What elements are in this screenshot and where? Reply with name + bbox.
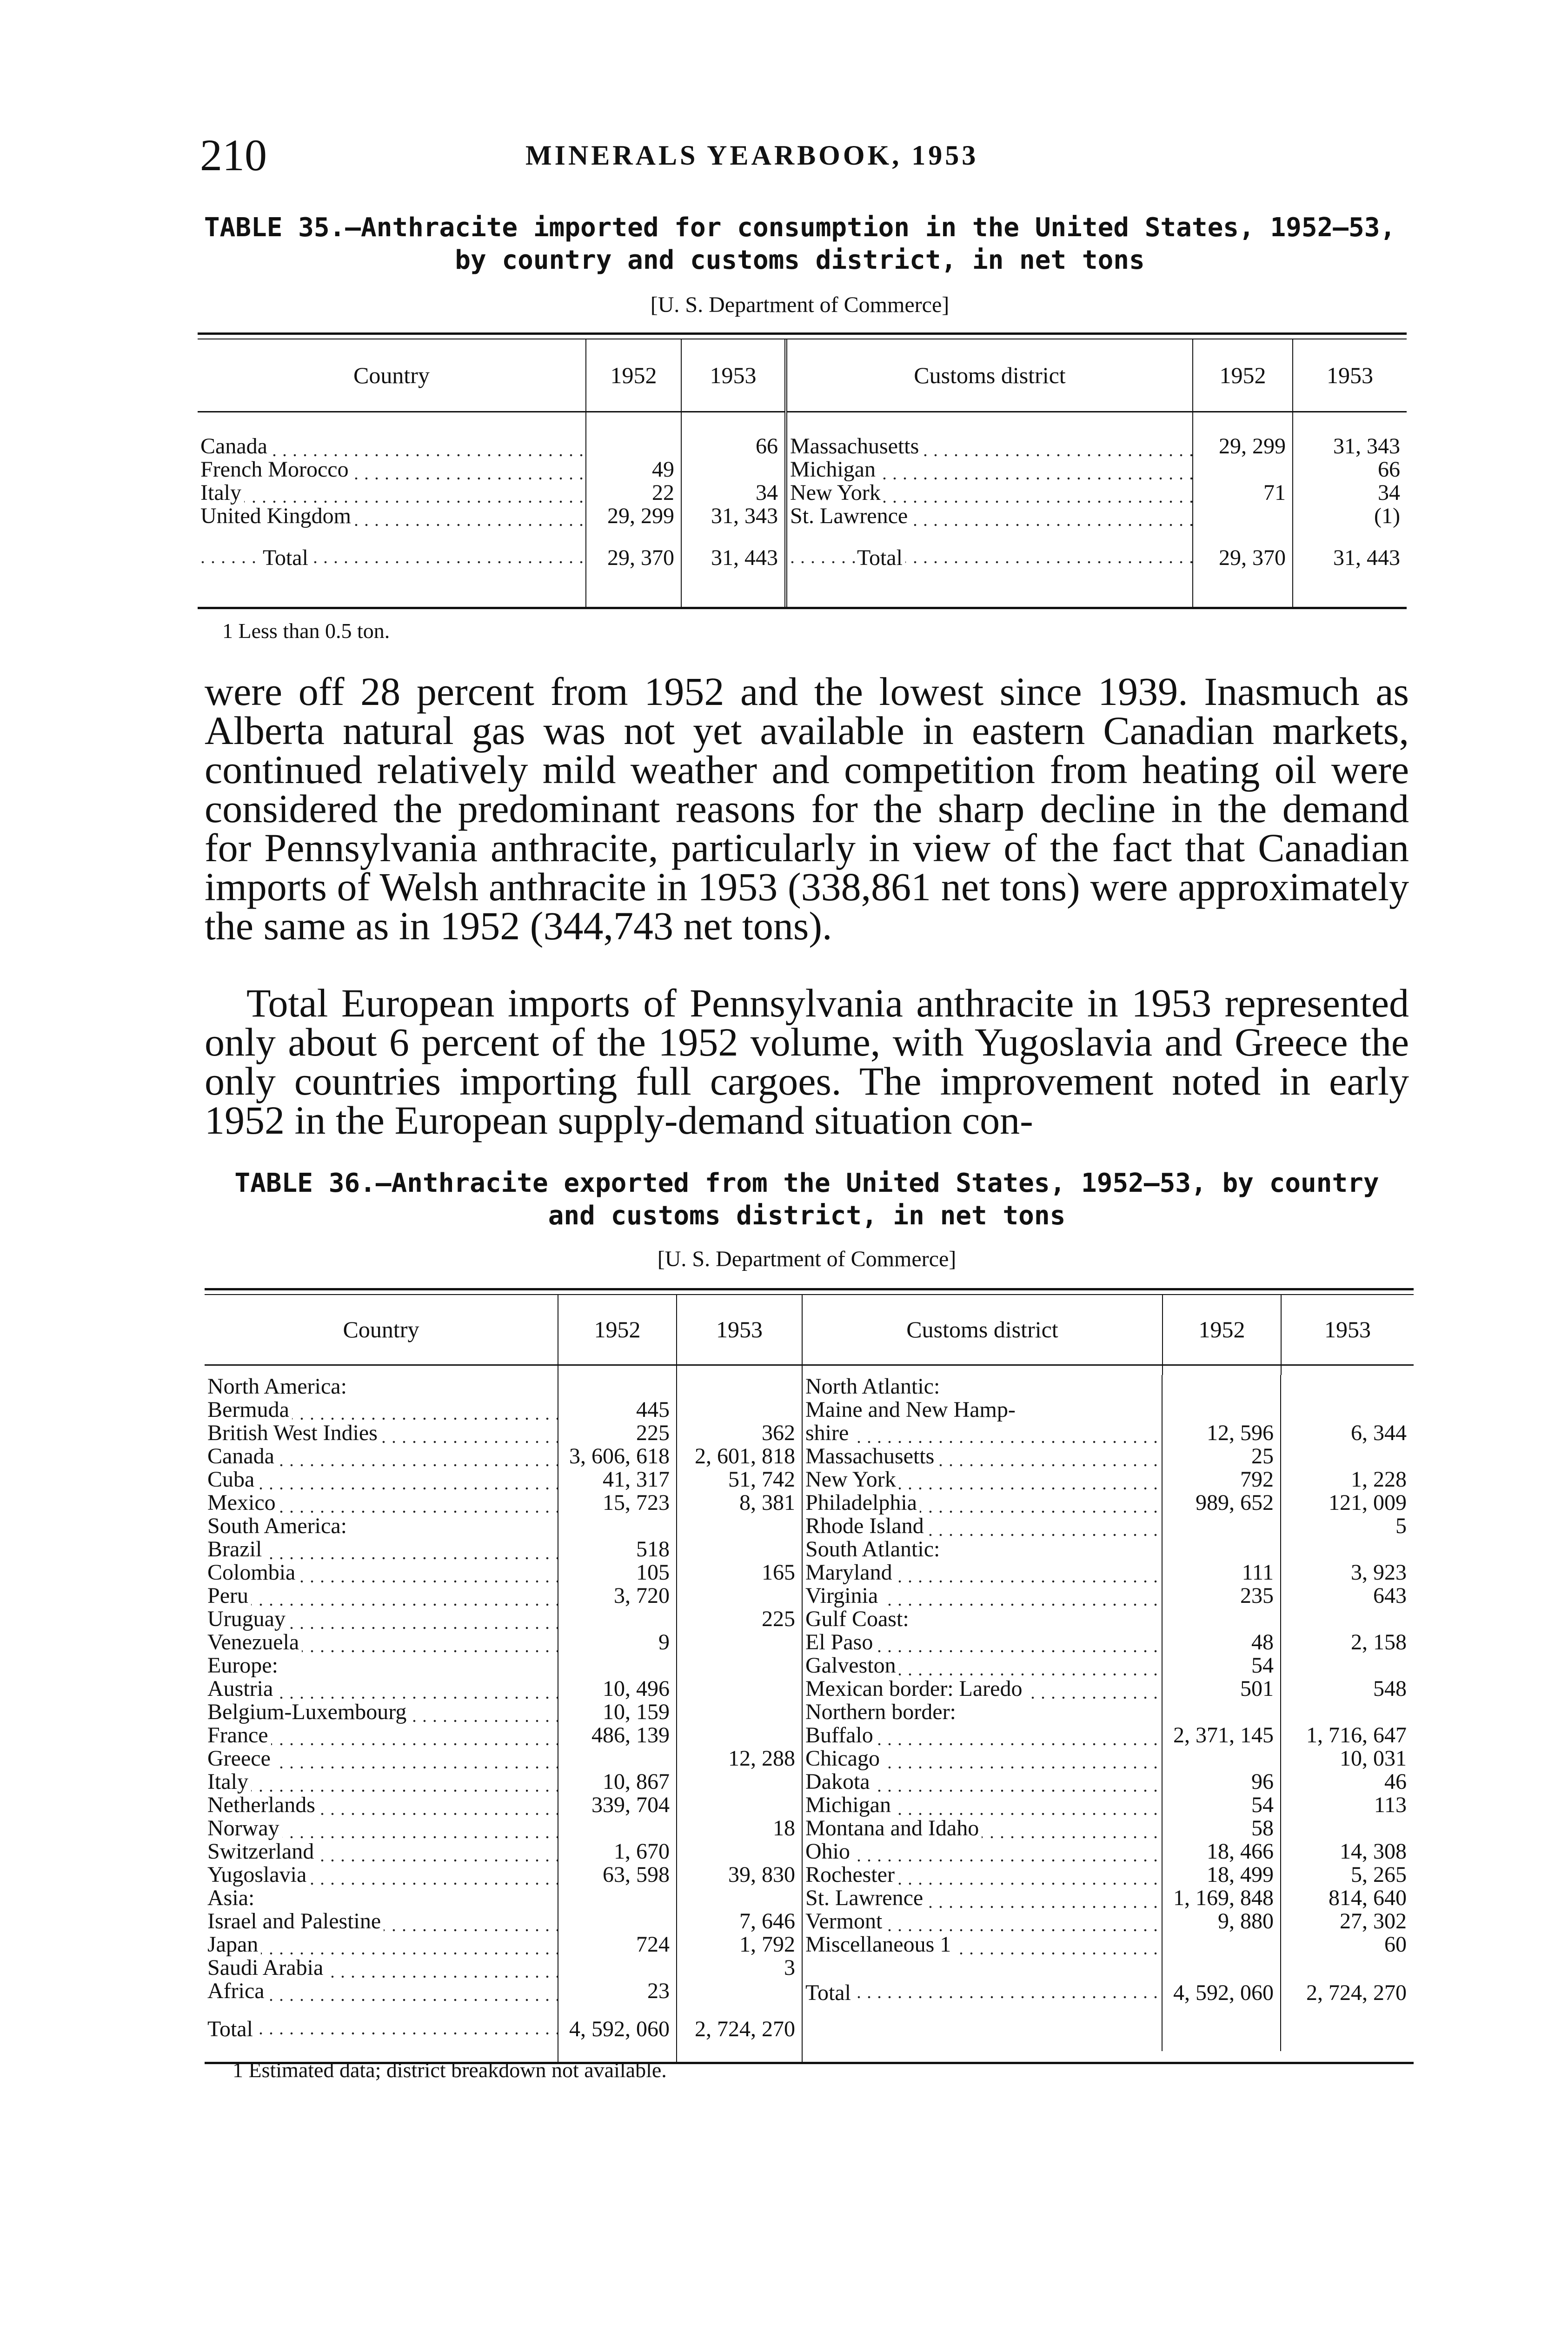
- row-value-1953: 814, 640: [1329, 1886, 1407, 1910]
- row-value-1952: [1162, 1538, 1281, 1561]
- row-value-1953: 7, 646: [677, 1910, 802, 1933]
- t35-header-d1952: 1952: [1193, 339, 1293, 412]
- table-row: [803, 1561, 1413, 1584]
- t35-header-country: Country: [198, 339, 586, 412]
- row-value-1952: [1162, 1515, 1281, 1538]
- table-group-row: [205, 1887, 802, 1910]
- table-row: [803, 1794, 1413, 1817]
- row-value-1952: 58: [1162, 1817, 1281, 1840]
- row-value-1953: [677, 1375, 802, 1398]
- row-value-1952: [558, 1654, 677, 1677]
- t35-value: 22: [586, 481, 681, 505]
- row-value-1953: 1, 716, 647: [1306, 1723, 1407, 1747]
- row-value-1952: 518: [558, 1538, 677, 1561]
- t36-header-d1953: 1953: [1324, 1316, 1371, 1343]
- row-value-1953: 18: [677, 1817, 802, 1840]
- row-value-1952: 54: [1162, 1654, 1281, 1677]
- body-paragraph-2: Total European imports of Pennsylvania anthracite in 1953 represented only about 6 percent of the 1952 volume, with Yugoslavia and Greece the only countries importing full cargoes. The improvement noted in early 1952 in the European supply-demand situation con-: [205, 981, 1409, 1143]
- row-value-1953: 548: [1373, 1676, 1407, 1701]
- table-row: [803, 1445, 1413, 1468]
- row-value-1953: [677, 1980, 802, 2003]
- row-label: St. Lawrence: [805, 1887, 926, 1910]
- total-row: [803, 1977, 1413, 2009]
- table-row: [205, 1631, 802, 1654]
- row-label: Belgium-Luxembourg: [207, 1701, 409, 1724]
- row-value-1953: [1281, 1654, 1413, 1677]
- row-value-1953: [677, 1677, 802, 1701]
- row-value-1952: 792: [1162, 1468, 1281, 1491]
- t35-total-value: 31, 443: [681, 542, 786, 574]
- table-row: [205, 1491, 802, 1515]
- table-group-row: [803, 1375, 1413, 1398]
- table-row: [205, 1724, 802, 1747]
- row-value-1953: [677, 1840, 802, 1863]
- table-group-row: [205, 1515, 802, 1538]
- t35-district: Michigan: [790, 458, 878, 481]
- row-value-1952: 41, 317: [558, 1468, 677, 1491]
- table-row: [205, 1956, 802, 1980]
- row-value-1953: [677, 1887, 802, 1910]
- row-value-1952: 1, 169, 848: [1162, 1887, 1281, 1910]
- row-value-1953: 3, 923: [1351, 1560, 1407, 1585]
- row-label: Canada: [207, 1445, 277, 1468]
- row-value-1953: [677, 1770, 802, 1794]
- row-value-1952: [558, 1887, 677, 1910]
- table-row: [803, 1863, 1413, 1887]
- row-value-1953: [1281, 1398, 1413, 1422]
- t35-value: 66: [681, 435, 786, 458]
- t35-total-label: Total: [857, 545, 905, 570]
- table-row: [205, 1794, 802, 1817]
- t35-value: 34: [1378, 480, 1400, 505]
- row-value-1952: 10, 159: [558, 1701, 677, 1724]
- row-value-1953: 46: [1384, 1769, 1407, 1794]
- row-label: Dakota: [805, 1770, 873, 1794]
- row-value-1953: 51, 742: [677, 1468, 802, 1491]
- total-label: Total: [207, 2017, 256, 2041]
- row-value-1953: 14, 308: [1340, 1839, 1407, 1864]
- table-row: [205, 1770, 802, 1794]
- t36-header-1953: 1953: [677, 1295, 802, 1365]
- row-value-1952: 225: [558, 1422, 677, 1445]
- row-value-1953: [677, 1654, 802, 1677]
- row-value-1953: [677, 1398, 802, 1422]
- row-value-1953: 27, 302: [1340, 1909, 1407, 1933]
- row-value-1952: 2, 371, 145: [1162, 1724, 1281, 1747]
- table-row: [205, 1840, 802, 1863]
- row-label: Mexican border: Laredo: [805, 1677, 1025, 1701]
- t35-value: 71: [1193, 481, 1293, 505]
- row-label: Maryland: [805, 1561, 895, 1584]
- row-value-1953: [677, 1794, 802, 1817]
- row-label: Asia:: [207, 1887, 257, 1910]
- row-label: Northern border:: [805, 1701, 959, 1724]
- t35-header-1952: 1952: [586, 339, 681, 412]
- row-value-1953: [1281, 1445, 1413, 1468]
- row-value-1952: 9, 880: [1162, 1910, 1281, 1933]
- row-label: Vermont: [805, 1910, 885, 1933]
- row-value-1953: [677, 1515, 802, 1538]
- t36-header-district: Customs district: [802, 1295, 1163, 1365]
- t35-value: [1193, 505, 1293, 528]
- row-label: Chicago: [805, 1747, 883, 1770]
- table-row: [205, 1701, 802, 1724]
- row-value-1953: 10, 031: [1340, 1746, 1407, 1771]
- row-value-1952: 12, 596: [1162, 1422, 1281, 1445]
- row-label: Europe:: [207, 1654, 281, 1677]
- row-label: El Paso: [805, 1631, 876, 1654]
- row-label: Mexico: [207, 1491, 279, 1515]
- row-label: Brazil: [207, 1538, 265, 1561]
- row-label: Michigan: [805, 1794, 894, 1817]
- t36-header-1952: 1952: [558, 1295, 677, 1365]
- row-label: Saudi Arabia: [207, 1956, 326, 1980]
- table-row: [198, 458, 1407, 481]
- total-value-1953: 2, 724, 270: [1306, 1980, 1407, 2005]
- row-value-1952: [558, 1817, 677, 1840]
- table-row: [205, 1584, 802, 1608]
- t35-header-d1953: 1953: [1327, 362, 1373, 388]
- row-value-1953: [1281, 1608, 1413, 1631]
- table-row: [205, 1561, 802, 1584]
- table-group-row: [205, 1375, 802, 1398]
- table-group-row: [205, 1654, 802, 1677]
- table-row: [205, 1933, 802, 1956]
- t35-header-1953: 1953: [681, 339, 786, 412]
- row-label: Peru: [207, 1584, 251, 1608]
- row-label: Philadelphia: [805, 1491, 920, 1515]
- row-value-1953: 121, 009: [1329, 1490, 1407, 1515]
- row-label: Miscellaneous 1: [805, 1933, 954, 1956]
- table-row: [803, 1910, 1413, 1933]
- row-value-1952: 486, 139: [558, 1724, 677, 1747]
- row-label: Italy: [207, 1770, 251, 1794]
- table-row: [803, 1631, 1413, 1654]
- table-row: [803, 1887, 1413, 1910]
- row-label: North Atlantic:: [805, 1375, 943, 1398]
- row-value-1952: 105: [558, 1561, 677, 1584]
- t35-value: [586, 435, 681, 458]
- t35-total-value: 29, 370: [1193, 542, 1293, 574]
- row-label: South Atlantic:: [805, 1538, 943, 1561]
- row-value-1953: [677, 1584, 802, 1608]
- table-row: [803, 1654, 1413, 1677]
- row-label: Bermuda: [207, 1398, 292, 1422]
- row-value-1953: [1281, 1538, 1413, 1561]
- row-label: Yugoslavia: [207, 1863, 309, 1887]
- t35-value: (1): [1374, 504, 1400, 528]
- row-value-1953: [1281, 1817, 1413, 1840]
- row-value-1952: [1162, 1398, 1281, 1422]
- row-value-1953: [677, 1701, 802, 1724]
- row-value-1953: 6, 344: [1351, 1421, 1407, 1445]
- table-group-row: [803, 1398, 1413, 1422]
- row-value-1953: 225: [677, 1608, 802, 1631]
- row-value-1952: 63, 598: [558, 1863, 677, 1887]
- row-value-1952: 96: [1162, 1770, 1281, 1794]
- row-value-1952: 3, 606, 618: [558, 1445, 677, 1468]
- row-value-1952: 989, 652: [1162, 1491, 1281, 1515]
- row-label: Montana and Idaho: [805, 1817, 982, 1840]
- t35-country: French Morocco: [200, 458, 352, 481]
- row-label: Gulf Coast:: [805, 1608, 912, 1631]
- row-value-1953: 8, 381: [677, 1491, 802, 1515]
- t35-district: New York: [790, 481, 884, 505]
- row-value-1953: 39, 830: [677, 1863, 802, 1887]
- row-value-1952: 111: [1162, 1561, 1281, 1584]
- table36-source: [U. S. Department of Commerce]: [657, 1247, 957, 1271]
- row-value-1952: 339, 704: [558, 1794, 677, 1817]
- row-value-1952: [1162, 1375, 1281, 1398]
- table-row: [803, 1422, 1413, 1445]
- table-row: [205, 1817, 802, 1840]
- row-label: Ohio: [805, 1840, 853, 1863]
- table-group-row: [803, 1608, 1413, 1631]
- t35-total-value: 29, 370: [586, 542, 681, 574]
- row-value-1953: 3: [677, 1956, 802, 1980]
- table-row: [205, 1980, 802, 2003]
- t36-header-d1952: 1952: [1163, 1295, 1281, 1365]
- table35-title-line2: by country and customs district, in net tons: [455, 245, 1145, 275]
- table-group-row: [803, 1701, 1413, 1724]
- table-row: [205, 1445, 802, 1468]
- table36-title: [205, 1167, 1409, 1232]
- row-value-1952: [558, 1910, 677, 1933]
- row-label: Cuba: [207, 1468, 257, 1491]
- row-label: Venezuela: [207, 1631, 302, 1654]
- total-label: Total: [805, 1980, 854, 2005]
- row-value-1952: 54: [1162, 1794, 1281, 1817]
- t35-value: 49: [586, 458, 681, 481]
- row-value-1952: [1162, 1608, 1281, 1631]
- table-row: [205, 1538, 802, 1561]
- row-label: France: [207, 1724, 271, 1747]
- t35-value: 31, 343: [1333, 434, 1400, 458]
- row-value-1953: 113: [1374, 1793, 1407, 1817]
- row-value-1952: 1, 670: [558, 1840, 677, 1863]
- row-label: North America:: [207, 1375, 350, 1398]
- t35-header-district: Customs district: [786, 339, 1193, 412]
- table-row: [803, 1933, 1413, 1956]
- row-label: Uruguay: [207, 1608, 288, 1631]
- total-value-1953: 2, 724, 270: [677, 2013, 802, 2046]
- table35: [198, 332, 1407, 609]
- t35-country: United Kingdom: [200, 505, 354, 528]
- total-value-1952: 4, 592, 060: [1162, 1977, 1281, 2009]
- row-value-1952: 10, 496: [558, 1677, 677, 1701]
- table35-title-line1: TABLE 35.—Anthracite imported for consumption in the United States, 1952–53,: [204, 213, 1396, 243]
- row-value-1953: 5: [1395, 1514, 1407, 1538]
- row-value-1953: [1281, 1375, 1413, 1398]
- row-value-1952: 724: [558, 1933, 677, 1956]
- row-label: Greece: [207, 1747, 273, 1770]
- row-value-1952: [1162, 1747, 1281, 1770]
- row-label: Maine and New Hamp-: [805, 1398, 1018, 1422]
- total-row: [205, 2013, 802, 2046]
- row-value-1952: 10, 867: [558, 1770, 677, 1794]
- row-value-1952: 235: [1162, 1584, 1281, 1608]
- row-value-1952: 15, 723: [558, 1491, 677, 1515]
- row-value-1953: [677, 1631, 802, 1654]
- row-label: Japan: [207, 1933, 261, 1956]
- t35-district: St. Lawrence: [790, 505, 910, 528]
- row-value-1953: 2, 158: [1351, 1630, 1407, 1654]
- t35-district: Massachusetts: [790, 435, 922, 458]
- row-label: Austria: [207, 1677, 276, 1701]
- table-row: [803, 1491, 1413, 1515]
- table-row: [205, 1468, 802, 1491]
- table-row: [198, 435, 1407, 458]
- row-value-1952: [558, 1375, 677, 1398]
- total-value-1952: 4, 592, 060: [558, 2013, 677, 2046]
- row-label: Israel and Palestine: [207, 1910, 384, 1933]
- row-value-1952: 48: [1162, 1631, 1281, 1654]
- row-label: New York: [805, 1468, 899, 1491]
- table36-title-line2: and customs district, in net tons: [548, 1201, 1066, 1231]
- row-label: Africa: [207, 1980, 267, 2003]
- table-row: [205, 1398, 802, 1422]
- row-label: Massachusetts: [805, 1445, 937, 1468]
- table-row: [205, 1910, 802, 1933]
- row-value-1952: 18, 499: [1162, 1863, 1281, 1887]
- row-value-1953: 362: [677, 1422, 802, 1445]
- row-value-1952: 23: [558, 1980, 677, 2003]
- table-row: [803, 1515, 1413, 1538]
- t35-value: 29, 299: [586, 505, 681, 528]
- row-value-1953: 643: [1373, 1583, 1407, 1608]
- row-label: Galveston: [805, 1654, 899, 1677]
- table36-footnote: 1 Estimated data; district breakdown not available.: [233, 2058, 667, 2082]
- row-label: South America:: [207, 1515, 350, 1538]
- row-label: Virginia: [805, 1584, 881, 1608]
- table35-source: [U. S. Department of Commerce]: [650, 292, 950, 317]
- row-value-1952: 501: [1162, 1677, 1281, 1701]
- t36-header-country: Country: [205, 1295, 558, 1365]
- row-value-1952: [1162, 1701, 1281, 1724]
- t35-value: 31, 343: [681, 505, 786, 528]
- t35-total-label: Total: [263, 545, 311, 570]
- table-row: [205, 1422, 802, 1445]
- row-value-1952: [558, 1747, 677, 1770]
- table-row: [205, 1677, 802, 1701]
- table-row: [205, 1747, 802, 1770]
- table-row: [803, 1724, 1413, 1747]
- table-row: [803, 1747, 1413, 1770]
- table-row: [803, 1468, 1413, 1491]
- row-value-1952: [558, 1956, 677, 1980]
- table-group-row: [803, 1538, 1413, 1561]
- table35-title: [195, 212, 1404, 277]
- table-row: [198, 481, 1407, 505]
- row-label: Netherlands: [207, 1794, 318, 1817]
- table-row: [803, 1817, 1413, 1840]
- row-label: shire: [805, 1422, 851, 1445]
- row-value-1952: [558, 1608, 677, 1631]
- body-paragraph-1: were off 28 percent from 1952 and the lowest since 1939. Inasmuch as Alberta natural gas was not yet available in eastern Canadian markets, continued relatively mild weather and competition from heating oil were considered the predominant reasons for the sharp decline in the demand for Pennsylvania anthracite, particularly in view of the fact that Canadian imports of Welsh anthracite in 1953 (338,861 net tons) were approximately the same as in 1952 (344,743 net tons).: [205, 669, 1409, 948]
- table-row: [198, 505, 1407, 528]
- row-value-1952: 9: [558, 1631, 677, 1654]
- table-row: [205, 1863, 802, 1887]
- table36: [205, 1288, 1414, 2064]
- table-row: [803, 1677, 1413, 1701]
- t35-country: Italy: [200, 481, 244, 505]
- row-value-1952: 25: [1162, 1445, 1281, 1468]
- total-row: [198, 542, 1407, 574]
- row-value-1953: 12, 288: [677, 1747, 802, 1770]
- row-value-1952: 3, 720: [558, 1584, 677, 1608]
- table-row: [803, 1840, 1413, 1863]
- t35-value: [1193, 458, 1293, 481]
- row-value-1952: 445: [558, 1398, 677, 1422]
- row-label: Switzerland: [207, 1840, 317, 1863]
- row-value-1953: 165: [677, 1561, 802, 1584]
- row-value-1953: 60: [1384, 1932, 1407, 1957]
- row-label: Rhode Island: [805, 1515, 927, 1538]
- running-title: MINERALS YEARBOOK, 1953: [525, 140, 979, 171]
- page-number: 210: [200, 130, 267, 180]
- row-value-1953: [1281, 1701, 1413, 1724]
- t35-country: Canada: [200, 435, 270, 458]
- t35-value: [681, 458, 786, 481]
- row-label: Norway: [207, 1817, 282, 1840]
- table35-footnote: 1 Less than 0.5 ton.: [222, 619, 390, 643]
- row-value-1952: [1162, 1933, 1281, 1956]
- t35-total-value: 31, 443: [1333, 545, 1400, 570]
- row-value-1953: 5, 265: [1351, 1862, 1407, 1887]
- row-value-1953: 1, 792: [677, 1933, 802, 1956]
- table-row: [205, 1608, 802, 1631]
- row-label: Rochester: [805, 1863, 897, 1887]
- table-row: [803, 1770, 1413, 1794]
- row-value-1953: 2, 601, 818: [677, 1445, 802, 1468]
- row-label: British West Indies: [207, 1422, 380, 1445]
- row-value-1952: 18, 466: [1162, 1840, 1281, 1863]
- row-value-1952: [558, 1515, 677, 1538]
- row-label: Buffalo: [805, 1724, 876, 1747]
- t35-value: 29, 299: [1193, 435, 1293, 458]
- row-value-1953: [677, 1724, 802, 1747]
- table-row: [803, 1584, 1413, 1608]
- t35-value: 34: [681, 481, 786, 505]
- row-value-1953: [677, 1538, 802, 1561]
- t35-value: 66: [1378, 457, 1400, 482]
- row-label: Colombia: [207, 1561, 298, 1584]
- table36-title-line1: TABLE 36.—Anthracite exported from the United States, 1952–53, by country: [234, 1168, 1379, 1198]
- row-value-1953: 1, 228: [1351, 1467, 1407, 1492]
